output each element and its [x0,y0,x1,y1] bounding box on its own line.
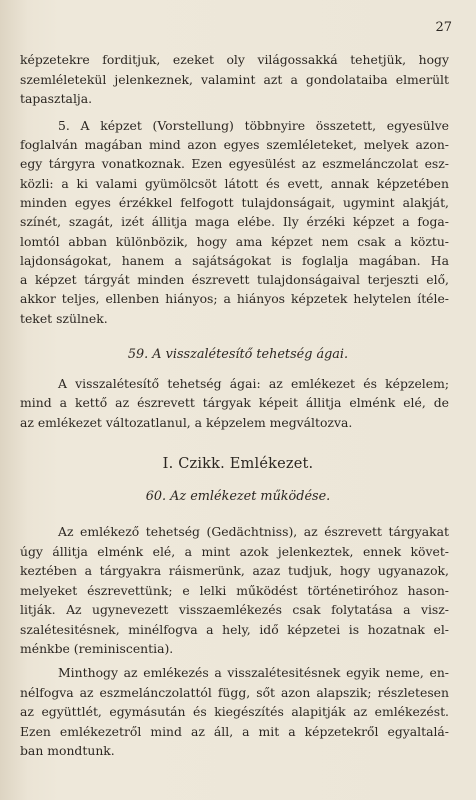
section-heading-59: 59. A visszalétesítő tehetség ágai. [127,347,349,362]
text-line: lomtól abban különbözik, hogy ama képzet nem csak a köztu- [20,234,449,249]
section-heading-60: 60. Az emlékezet működése. [145,489,331,504]
text-line: Minthogy az emlékezés a visszalétesitésnek egyik neme, en- [58,665,449,680]
text-line: az együttlét, egymásután és kiegészítés alapitják az emlékezést. [20,704,449,719]
text-line: szalétesitésnek, minélfogva a hely, idő képzetei is hozatnak el- [20,622,449,637]
text-line: nélfogva az eszmelánczolattól függ, sőt azon alapszik; részletesen [20,685,449,700]
text-line: úgy állitja elménk elé, a mint azok jelenkeztek, ennek követ- [20,544,449,559]
text-line: lajdonságokat, hanem a sajátságokat is foglalja magában. Ha [20,253,449,268]
text-line: Ezen emlékezetről mind az áll, a mit a képzetekről egyaltalá- [20,724,449,739]
text-line: egy tárgyra vonatkoznak. Ezen egyesülést az eszmelánczolat esz- [20,156,449,171]
text-line: szemléletekül jelenkeznek, valamint azt a gondolataiba elmerült [20,72,449,87]
text-line: minden egyes érzékkel felfogott tulajdonságait, ugymint alakját, [20,195,449,210]
text-line: akkor teljes, ellenben hiányos; a hiányos képzetek helytelen ítéle- [20,291,449,306]
text-line: ban mondtunk. [20,743,115,758]
text-line: melyeket észrevettünk; e lelki működést történetiróhoz hason- [20,583,449,598]
page-number: 27 [435,20,452,35]
text-line: litják. Az ugynevezett visszaemlékezés csak folytatása a visz- [20,602,449,617]
text-line: teket szülnek. [20,311,108,326]
text-line: színét, szagát, izét állitja maga elébe. Ily érzéki képzet a foga- [20,214,449,229]
text-line: a képzet tárgyát minden észrevett tulajdonságaival terjeszti elő, [20,272,449,287]
text-line: képzetekre forditjuk, ezeket oly világossakká tehetjük, hogy [20,52,449,67]
text-line: tapasztalja. [20,91,93,106]
text-line: foglalván magában mind azon egyes szemléleteket, melyek azon- [20,137,449,152]
text-line: 5. A képzet (Vorstellung) többnyire összetett, egyesülve [58,118,449,133]
text-line: Az emlékező tehetség (Gedächtniss), az észrevett tárgyakat [58,524,449,539]
text-line: közli: a ki valami gyümölcsöt látott és evett, annak képzetében [20,176,449,191]
text-line: az emlékezet változatlanul, a képzelem megváltozva. [20,415,353,430]
text-line: A visszalétesítő tehetség ágai: az emlékezet és képzelem; [58,376,449,391]
text-line: mind a kettő az észrevett tárgyak képeit állitja elménk elé, de [20,395,449,410]
text-line: ménkbe (reminiscentia). [20,641,174,656]
chapter-heading: I. Czikk. Emlékezet. [162,456,314,472]
text-line: keztében a tárgyakra ráismerünk, azaz tudjuk, hogy ugyanazok, [20,563,449,578]
